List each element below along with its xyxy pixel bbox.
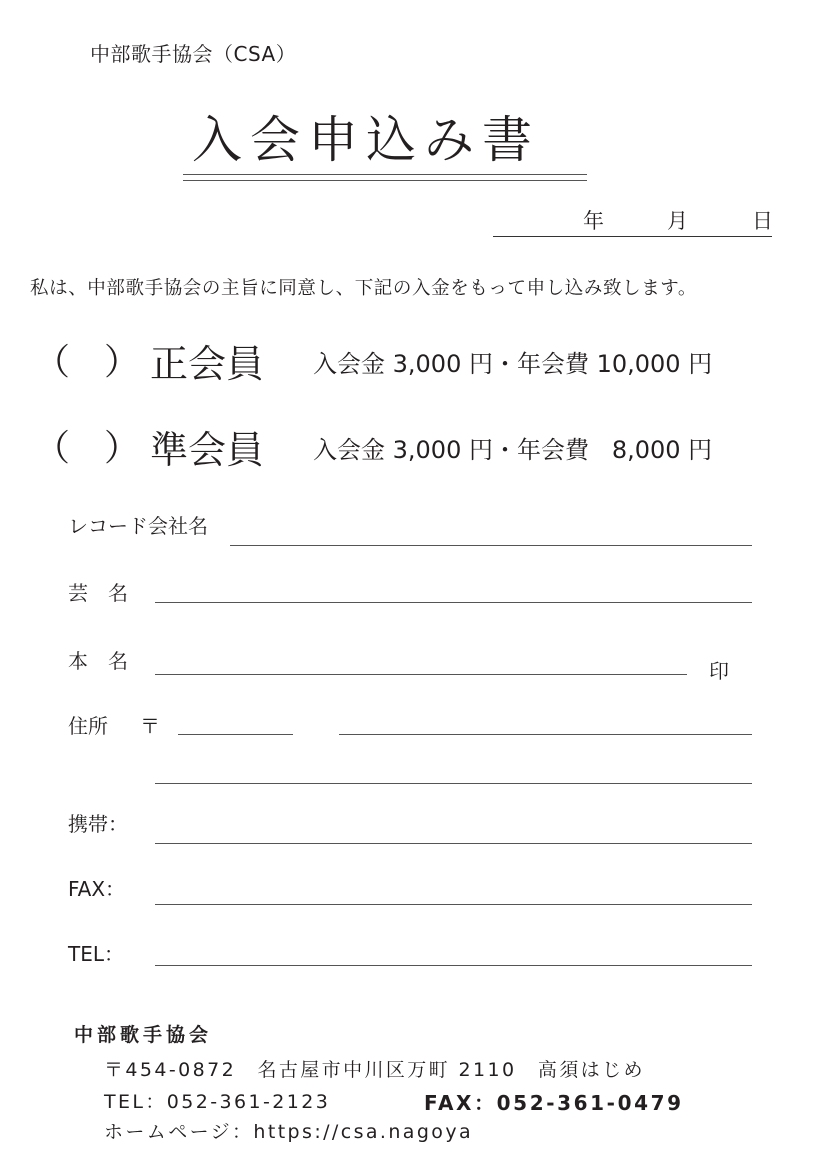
organization-name: 中部歌手協会（CSA） [90, 42, 297, 66]
title-underline-top [183, 174, 587, 175]
membership-type-label: 準会員 [150, 428, 265, 472]
stage-name-label: 芸 名 [68, 581, 128, 605]
checkbox-open-paren[interactable]: （ [34, 428, 71, 469]
mobile-label: 携帯： [68, 812, 128, 836]
consent-statement: 私は、中部歌手協会の主旨に同意し、下記の入金をもって申し込み致します。 [30, 278, 698, 299]
checkbox-close-paren[interactable]: ） [104, 342, 141, 383]
address-input-line-1[interactable] [339, 734, 752, 735]
page-title: 入会申込み書 [192, 111, 540, 169]
record-company-input-line[interactable] [230, 545, 752, 546]
footer-organization-name: 中部歌手協会 [74, 1024, 213, 1046]
postal-mark: 〒 [140, 714, 160, 738]
footer-address: 〒454-0872 名古屋市中川区万町 2110 高須はじめ [104, 1059, 645, 1081]
membership-fee-text: 入会金 3,000 円・年会費 8,000 円 [313, 436, 713, 464]
date-day-label: 日 [752, 209, 773, 233]
footer-homepage[interactable]: ホームページ：https://csa.nagoya [104, 1121, 474, 1143]
address-input-line-2[interactable] [155, 783, 752, 784]
date-year-label: 年 [583, 209, 604, 233]
fax-label: FAX： [68, 877, 126, 901]
membership-type-label: 正会員 [150, 342, 265, 386]
footer-fax: FAX：052-361-0479 [424, 1091, 684, 1115]
date-field-line[interactable] [493, 236, 772, 237]
seal-mark: 印 [709, 659, 729, 683]
stage-name-input-line[interactable] [155, 602, 752, 603]
real-name-input-line[interactable] [155, 674, 687, 675]
postal-code-input-line[interactable] [178, 734, 293, 735]
date-month-label: 月 [667, 209, 688, 233]
address-label: 住所 [68, 714, 108, 738]
footer-tel: TEL：052-361-2123 [104, 1091, 331, 1113]
record-company-label: レコード会社名 [68, 514, 208, 538]
checkbox-open-paren[interactable]: （ [34, 342, 71, 383]
membership-fee-text: 入会金 3,000 円・年会費 10,000 円 [313, 350, 713, 378]
title-underline-bottom [183, 180, 587, 181]
fax-input-line[interactable] [155, 904, 752, 905]
checkbox-close-paren[interactable]: ） [104, 428, 141, 469]
tel-label: TEL： [68, 942, 124, 966]
real-name-label: 本 名 [68, 649, 128, 673]
mobile-input-line[interactable] [155, 843, 752, 844]
tel-input-line[interactable] [155, 965, 752, 966]
